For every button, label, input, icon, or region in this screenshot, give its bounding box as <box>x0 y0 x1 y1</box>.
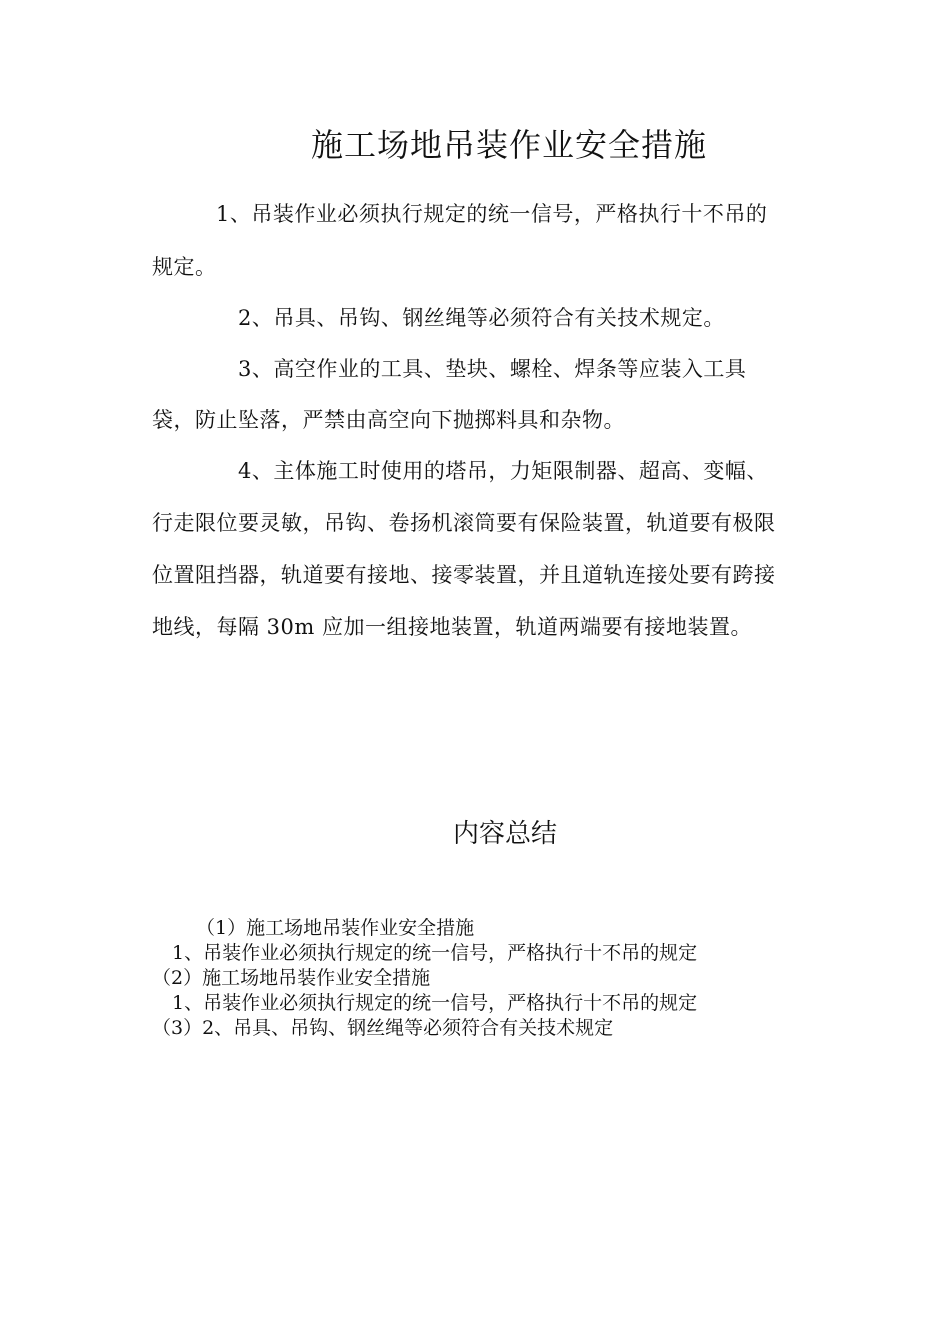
summary-line: （2）施工场地吊装作业安全措施 <box>152 967 431 989</box>
paragraph-4-line-1: 4、主体施工时使用的塔吊，力矩限制器、超高、变幅、 <box>238 459 768 483</box>
paragraph-3-line-2: 袋，防止坠落，严禁由高空向下抛掷料具和杂物。 <box>152 408 625 432</box>
paragraph-4-line-3: 位置阻挡器，轨道要有接地、接零装置，并且道轨连接处要有跨接 <box>152 563 776 587</box>
paragraph-2-line-1: 2、吊具、吊钩、钢丝绳等必须符合有关技术规定。 <box>238 306 725 330</box>
summary-line: （1）施工场地吊装作业安全措施 <box>196 917 475 939</box>
paragraph-3-line-1: 3、高空作业的工具、垫块、螺栓、焊条等应装入工具 <box>238 357 747 381</box>
summary-line: 1、吊装作业必须执行规定的统一信号，严格执行十不吊的规定 <box>172 942 698 964</box>
document-title: 施工场地吊装作业安全措施 <box>310 126 707 164</box>
summary-line: （3）2、吊具、吊钩、钢丝绳等必须符合有关技术规定 <box>152 1017 614 1039</box>
paragraph-1-line-2: 规定。 <box>152 255 217 279</box>
summary-line: 1、吊装作业必须执行规定的统一信号，严格执行十不吊的规定 <box>172 992 698 1014</box>
paragraph-4-line-4: 地线，每隔 30m 应加一组接地装置，轨道两端要有接地装置。 <box>152 615 752 639</box>
paragraph-4-line-2: 行走限位要灵敏，吊钩、卷扬机滚筒要有保险装置，轨道要有极限 <box>152 511 776 535</box>
paragraph-1-line-1: 1、吊装作业必须执行规定的统一信号，严格执行十不吊的 <box>216 202 768 226</box>
summary-title: 内容总结 <box>452 819 557 849</box>
